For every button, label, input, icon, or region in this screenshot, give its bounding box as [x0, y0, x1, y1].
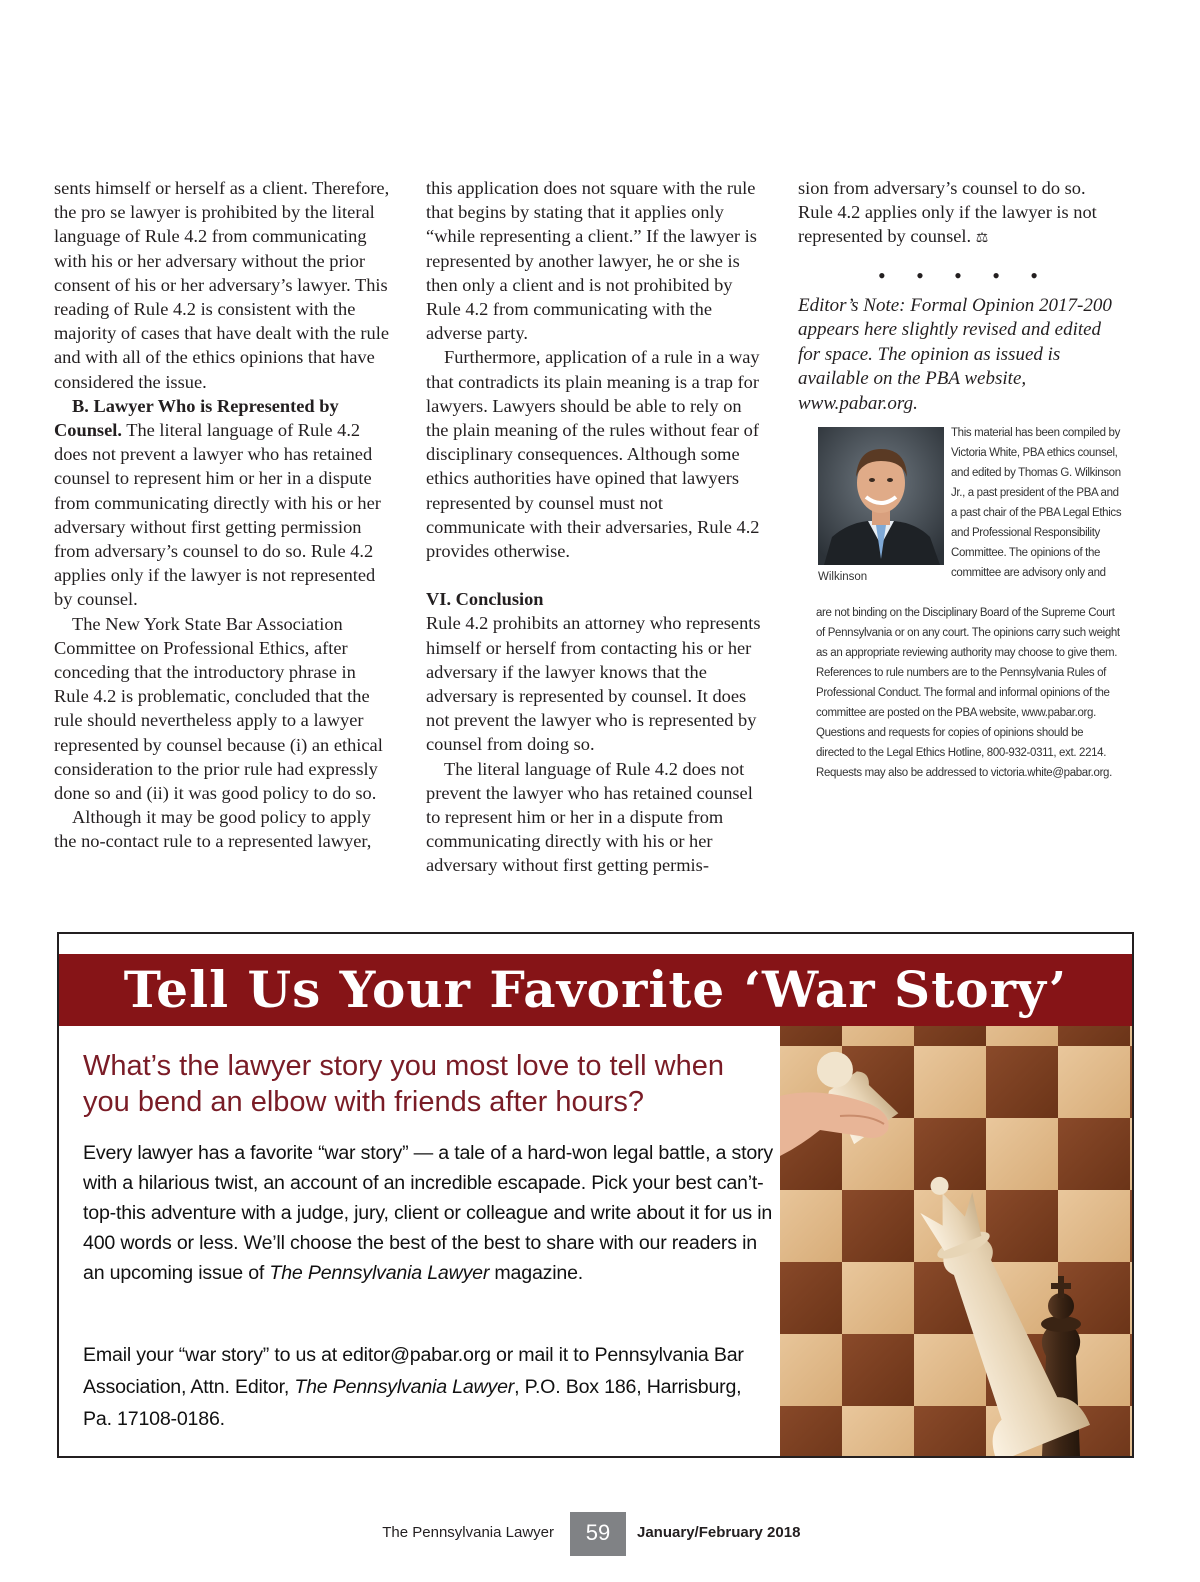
board-square: [842, 1334, 914, 1406]
separator-dot: •: [954, 262, 962, 288]
paragraph: Rule 4.2 prohibits an attorney who represents himself or herself from contacting his or her adversary if the lawyer knows that the adversary is represented by counsel. It does not prevent the lawyer who is represented by counsel from doing so.: [426, 613, 761, 755]
ad-body-text: Every lawyer has a favorite “war story” — a tale of a hard-won legal battle, a story with a hilarious twist, an account of an incredible escapade. Pick your best can’t-top-this adventure with a judge, jury, client or colleague and write about it for us in 400 words or less. We’ll choose the best of the best to share with our readers in an upcoming issue of: [83, 1142, 773, 1284]
board-square: [1058, 1190, 1130, 1262]
ad-question: What’s the lawyer story you most love to tell when you bend an elbow with friends after hours?: [83, 1050, 724, 1118]
magazine-name: The Pennsylvania Lawyer: [269, 1262, 490, 1284]
publication-name: The Pennsylvania Lawyer: [382, 1524, 554, 1541]
board-square: [1130, 1334, 1134, 1406]
chess-photo: [780, 1026, 1134, 1458]
board-square: [780, 1026, 842, 1046]
paragraph: Although it may be good policy to apply the no-contact rule to a represented lawyer,: [54, 807, 372, 852]
wilkinson-portrait: [818, 427, 944, 565]
separator-dot: •: [916, 262, 924, 288]
paragraph: The literal language of Rule 4.2 does not prevent the lawyer who has retained counsel to represent him or her in a dispute from communicating directly with his or her adversary without first getting permis-: [426, 758, 753, 876]
board-square: [780, 1406, 842, 1458]
board-square: [1130, 1262, 1134, 1334]
board-square: [1058, 1046, 1130, 1118]
subheading-represented: B. Lawyer Who is Represented by Counsel.: [54, 395, 339, 441]
section-separator: [798, 262, 1118, 288]
compiled-note-part-1: This material has been compiled by Victoria White, PBA ethics counsel, and edited by Thomas G. Wilkinson Jr., a past president of the PBA and a past chair of the PBA Legal Ethics and Professional Responsibility Committee. The opinions of the committee are advisory only and: [951, 427, 1122, 579]
magazine-name: The Pennsylvania Lawyer: [294, 1376, 515, 1398]
board-square: [1130, 1406, 1134, 1458]
paragraph-text: The literal language of Rule 4.2 does not prevent a lawyer who has retained counsel to represent him or her in a dispute from communicating directly with his or her adversary without first getting permission from adversary’s counsel to do so. Rule 4.2 applies only if the lawyer is not represented by counsel.: [54, 420, 381, 610]
paragraph: [798, 176, 1118, 252]
compiled-note-part-2: are not binding on the Disciplinary Board of the Supreme Court of Pennsylvania or on any court. The opinions carry such weight as an appropriate reviewing authority may choose to give them. References to rule numbers are to the Pennsylvania Rules of Professional Conduct. The formal and informal opinions of the committee are posted on the PBA website, www.pabar.org. Questions and requests for copies of opinions should be directed to the Legal Ethics Hotline, 800-932-0311, ext. 2214. Requests may also be addressed to victoria.white@pabar.org.: [816, 607, 1120, 779]
board-square: [1130, 1026, 1134, 1046]
board-square: [986, 1026, 1058, 1046]
paragraph-b: [54, 394, 392, 612]
board-square: [986, 1046, 1058, 1118]
board-square: [914, 1406, 986, 1458]
editor-note: Editor’s Note: Formal Opinion 2017-200 appears here slightly revised and edited for space. The opinion as issued is available on the PBA website, www.pabar.org.: [798, 294, 1112, 414]
paragraph: The New York State Bar Association Committee on Professional Ethics, after conceding that the introductory phrase in Rule 4.2 is problematic, concluded that the rule should nevertheless apply to a lawyer represented by counsel because (i) an ethical consideration to the prior rule had expressly done so and (ii) it was good policy to do so.: [54, 613, 383, 804]
end-mark-icon: ⚖: [975, 231, 989, 247]
paragraph: this application does not square with the rule that begins by stating that it applies only “while representing a client.” If the lawyer is represented by another lawyer, he or she is then only a client and is not prohibited by Rule 4.2 from communicating with the adverse party.: [426, 178, 757, 344]
board-square: [914, 1026, 986, 1046]
board-square: [1058, 1118, 1130, 1190]
ad-title: Tell Us Your Favorite ‘War Story’: [123, 960, 1068, 1019]
separator-dot: •: [1030, 262, 1038, 288]
ad-contact-text: Email your “war story” to us at editor@pabar.org or mail it to Pennsylvania Bar Association, Attn. Editor,: [83, 1344, 744, 1398]
board-square: [986, 1118, 1058, 1190]
board-square: [780, 1334, 842, 1406]
article-column-2: [426, 176, 762, 878]
board-square: [1130, 1190, 1134, 1262]
board-square: [842, 1262, 914, 1334]
separator-dot: •: [878, 262, 886, 288]
ad-contact: [83, 1339, 773, 1435]
board-square: [1130, 1046, 1134, 1118]
board-square: [842, 1406, 914, 1458]
ad-contact-text: , P.O. Box 186, Harrisburg, Pa. 17108-0186.: [83, 1376, 742, 1430]
paragraph: sents himself or herself as a client. Therefore, the pro se lawyer is prohibited by the literal language of Rule 4.2 from communicating with his or her adversary without the prior consent of his or her adversary’s lawyer. This reading of Rule 4.2 is consistent with the majority of cases that have dealt with the rule and with all of the ethics opinions that have considered the issue.: [54, 178, 390, 392]
paragraph: Furthermore, application of a rule in a way that contradicts its plain meaning is a trap for lawyers. Lawyers should be able to rely on the plain meaning of the rules without fear of disciplinary consequences. Although some ethics authorities have opined that lawyers represented by counsel must not communicate with their adversaries, Rule 4.2 provides otherwise.: [426, 347, 760, 562]
ad-banner: [59, 954, 1132, 1026]
board-square: [986, 1190, 1058, 1262]
board-square: [780, 1262, 842, 1334]
paragraph-text: sion from adversary’s counsel to do so. Rule 4.2 applies only if the lawyer is not represented by counsel.: [798, 178, 1097, 247]
article-column-1: [54, 176, 392, 854]
board-square: [780, 1190, 842, 1262]
board-square: [914, 1118, 986, 1190]
board-square: [914, 1046, 986, 1118]
board-square: [1130, 1118, 1134, 1190]
board-square: [1058, 1026, 1130, 1046]
section-heading-conclusion: VI. Conclusion: [426, 589, 544, 610]
board-square: [842, 1190, 914, 1262]
ad-body: [83, 1138, 783, 1288]
separator-dot: •: [992, 262, 1000, 288]
board-square: [914, 1334, 986, 1406]
photo-caption: Wilkinson: [818, 571, 868, 583]
war-story-ad: [57, 932, 1134, 1458]
issue-date: January/February 2018: [637, 1524, 801, 1541]
ad-body-text: magazine.: [489, 1262, 584, 1284]
page-footer: [0, 1512, 1200, 1556]
board-square: [842, 1026, 914, 1046]
article-column-3: [798, 176, 1118, 416]
page-number: 59: [570, 1512, 626, 1556]
